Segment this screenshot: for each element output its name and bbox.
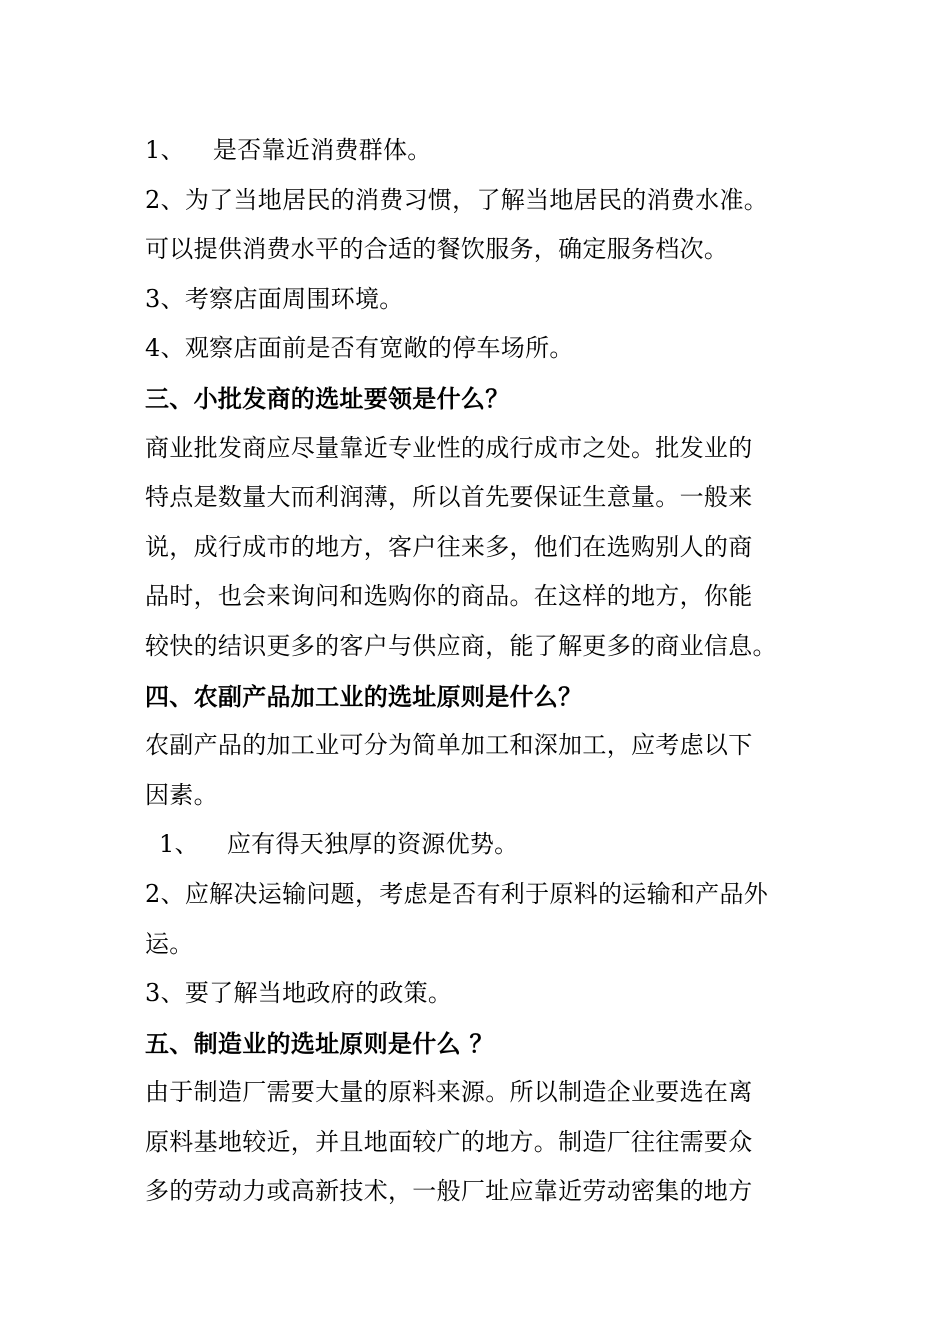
list-item [145,126,810,176]
list-number: 1、 [159,830,199,859]
paragraph-line: 多的劳动力或高新技术，一般厂址应靠近劳动密集的地方 [145,1177,753,1206]
paragraph-line: 原料基地较近，并且地面较广的地方。制造厂往往需要众 [145,1127,753,1156]
list-item: 4、观察店面前是否有宽敞的停车场所。 [145,334,574,363]
list-item: 3、考察店面周围环境。 [145,284,404,313]
list-number: 1、 [145,136,185,164]
paragraph-line: 农副产品的加工业可分为简单加工和深加工，应考虑以下 [145,731,753,760]
section-heading: 四、农副产品加工业的选址原则是什么？ [145,681,583,711]
paragraph-line: 特点是数量大而利润薄，所以首先要保证生意量。一般来 [145,483,753,512]
section-heading: 三、小批发商的选址要领是什么？ [145,383,510,413]
list-item: 2、应解决运输问题，考虑是否有利于原料的运输和产品外 [145,879,769,908]
paragraph-line: 较快的结识更多的客户与供应商，能了解更多的商业信息。 [145,631,777,660]
paragraph-line: 运。 [145,929,194,958]
paragraph-line: 由于制造厂需要大量的原料来源。所以制造企业要选在离 [145,1078,753,1107]
paragraph-line: 商业批发商应尽量靠近专业性的成行成市之处。批发业的 [145,433,753,462]
paragraph-line: 品时，也会来询问和选购你的商品。在这样的地方，你能 [145,582,753,611]
paragraph-line: 因素。 [145,780,218,809]
document-page [145,126,810,1217]
list-text: 是否靠近消费群体。 [212,136,432,164]
paragraph-line: 可以提供消费水平的合适的餐饮服务，确定服务档次。 [145,235,729,264]
list-item [145,820,810,870]
list-item: 3、要了解当地政府的政策。 [145,979,453,1008]
paragraph-line: 说，成行成市的地方，客户往来多，他们在选购别人的商 [145,532,753,561]
list-item: 2、为了当地居民的消费习惯，了解当地居民的消费水准。 [145,185,769,214]
list-text: 应有得天独厚的资源优势。 [226,830,519,859]
section-heading: 五、制造业的选址原则是什么 ？ [145,1028,494,1058]
